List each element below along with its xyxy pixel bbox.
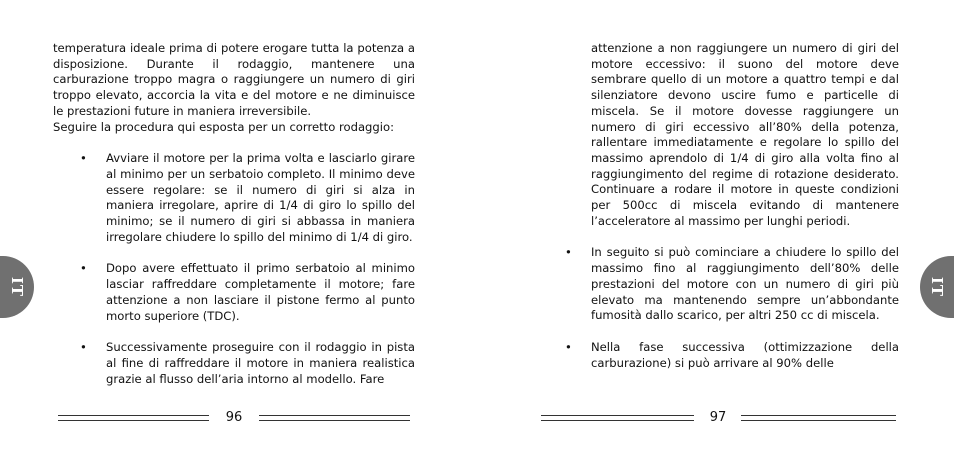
bullet-icon: • <box>565 245 572 260</box>
list-item-text: Nella fase successiva (ottimizzazione della carburazione) si può arrivare al 90% delle <box>591 339 899 370</box>
list-item <box>53 340 415 387</box>
list-item-text: In seguito si può cominciare a chiudere lo spillo del massimo fino al raggiungimento dell’80% delle prestazioni del motore con un numero di giri più elevato ma mantenendo sempre un’abbondante fumosità dallo scarico, per altri 250 cc di miscela. <box>591 245 899 323</box>
footer-rule-right <box>259 415 410 421</box>
procedure-list <box>565 245 899 371</box>
intro-paragraph: attenzione a non raggiungere un numero di giri del motore eccessivo: il suono del motore deve sembrare quello di un motore a quattro tempi e dal silenziatore devono uscire fumo e particelle di miscela. Se il motore dovesse raggiungere un numero di giri eccessivo all’80% della potenza, rallentare immediatamente e regolare lo spillo del massimo aprendolo di 1/4 di giro alla volta fino al raggiungimento del regime di rotazione desiderato. Continuare a rodare il motore in queste condizioni per 500cc di miscela evitando di mantenere l’acceleratore al massimo per lunghi periodi. <box>591 41 899 228</box>
bullet-icon: • <box>565 339 572 354</box>
page-footer <box>0 410 477 426</box>
page-number: 96 <box>225 410 243 425</box>
list-item-text: Successivamente proseguire con il rodaggio in pista al fine di raffreddare il motore in maniera realistica grazie al flusso dell’aria intorno al modello. Fare <box>106 340 415 386</box>
bullet-icon: • <box>80 261 87 276</box>
language-tab-label: IT <box>928 276 946 298</box>
bullet-icon: • <box>80 151 87 166</box>
page-footer <box>477 410 954 426</box>
list-item <box>565 245 899 324</box>
list-item <box>53 151 415 245</box>
intro-paragraph: temperatura ideale prima di potere erogare tutta la potenza a disposizione. Durante il rodaggio, mantenere una carburazione troppo magra o raggiungere un numero di giri troppo elevato, accorcia la vita e del motore e ne diminuisce le prestazioni future in maniera irreversibile. <box>53 41 415 118</box>
procedure-intro: Seguire la procedura qui esposta per un corretto rodaggio: <box>53 119 394 134</box>
footer-rule-right <box>741 415 896 421</box>
language-tab <box>0 256 34 318</box>
footer-rule-left <box>541 415 694 421</box>
list-item <box>53 261 415 324</box>
left-page-text <box>53 41 415 387</box>
language-tab <box>920 256 954 318</box>
procedure-list <box>53 151 415 387</box>
page-number: 97 <box>709 410 727 425</box>
right-page-text <box>565 41 899 371</box>
list-item <box>565 339 899 371</box>
list-item-text: Dopo avere effettuato il primo serbatoio al minimo lasciar raffreddare completamente il motore; fare attenzione a non lasciare il pistone fermo al punto morto superiore (TDC). <box>106 261 415 323</box>
language-tab-label: IT <box>8 276 26 298</box>
footer-rule-left <box>58 415 209 421</box>
right-page <box>477 0 954 457</box>
list-item-text: Avviare il motore per la prima volta e lasciarlo girare al minimo per un serbatoio completo. Il minimo deve essere regolare: se il numero di giri si alza in maniera irregolare, aprire di 1/4 di giro lo spillo del minimo; se il numero di giri si abbassa in maniera irregolare chiudere lo spillo del minimo di 1/4 di giro. <box>106 151 415 244</box>
bullet-icon: • <box>80 340 87 355</box>
